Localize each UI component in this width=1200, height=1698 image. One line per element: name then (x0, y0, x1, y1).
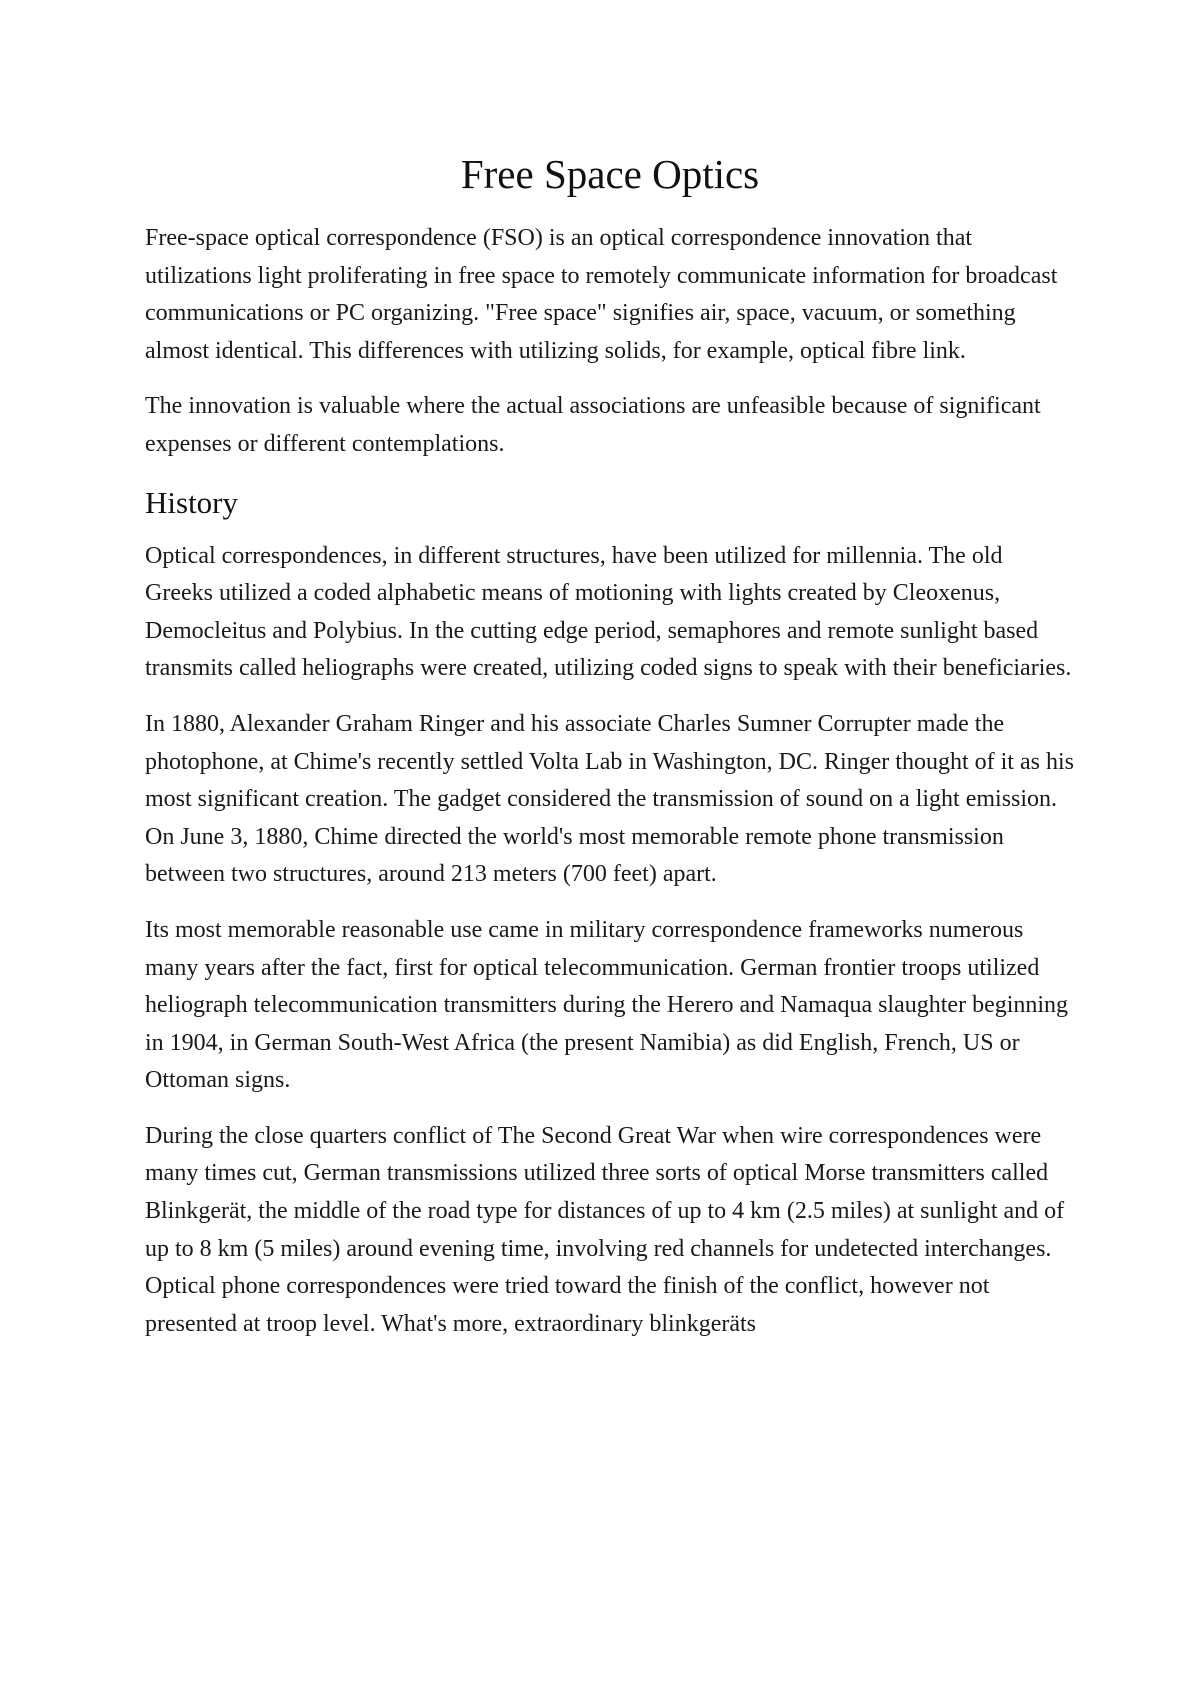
document-body (145, 150, 1075, 1361)
history-paragraph: In 1880, Alexander Graham Ringer and his associate Charles Sumner Corrupter made the photophone, at Chime's recently settled Volta Lab in Washington, DC. Ringer thought of it as his most significant creation. The gadget considered the transmission of sound on a light emission. On June 3, 1880, Chime directed the world's most memorable remote phone transmission between two structures, around 213 meters (700 feet) apart. (145, 710, 1074, 888)
history-paragraph: Optical correspondences, in different structures, have been utilized for millennia. The old Greeks utilized a coded alphabetic means of motioning with lights created by Cleoxenus, Democleitus and Polybius. In the cutting edge period, semaphores and remote sunlight based transmits called heliographs were created, utilizing coded signs to speak with their beneficiaries. (145, 542, 1072, 682)
history-paragraph: Its most memorable reasonable use came in military correspondence frameworks numerous many years after the fact, first for optical telecommunication. German frontier troops utilized heliograph telecommunication transmitters during the Herero and Namaqua slaughter beginning in 1904, in German South-West Africa (the present Namibia) as did English, French, US or Ottoman signs. (145, 916, 1069, 1094)
intro-paragraph: Free-space optical correspondence (FSO) is an optical correspondence innovation that utilizations light proliferating in free space to remotely communicate information for broadcast communications or PC organizing. "Free space" signifies air, space, vacuum, or something almost identical. This differences with utilizing solids, for example, optical fibre link. (145, 225, 1058, 364)
document-title: Free Space Optics (460, 151, 760, 197)
section-heading-history: History (145, 484, 238, 520)
history-paragraph: During the close quarters conflict of The Second Great War when wire correspondences were many times cut, German transmissions utilized three sorts of optical Morse transmitters called Blinkgerät, the middle of the road type for distances of up to 4 km (2.5 miles) at sunlight and of up to 8 km (5 miles) around evening time, involving red channels for undetected interchanges. Optical phone correspondences were tried toward the finish of the conflict, however not presented at troop level. What's more, extraordinary blinkgeräts (145, 1122, 1065, 1337)
intro-paragraph: The innovation is valuable where the actual associations are unfeasible because of significant expenses or different contemplations. (145, 393, 1041, 457)
